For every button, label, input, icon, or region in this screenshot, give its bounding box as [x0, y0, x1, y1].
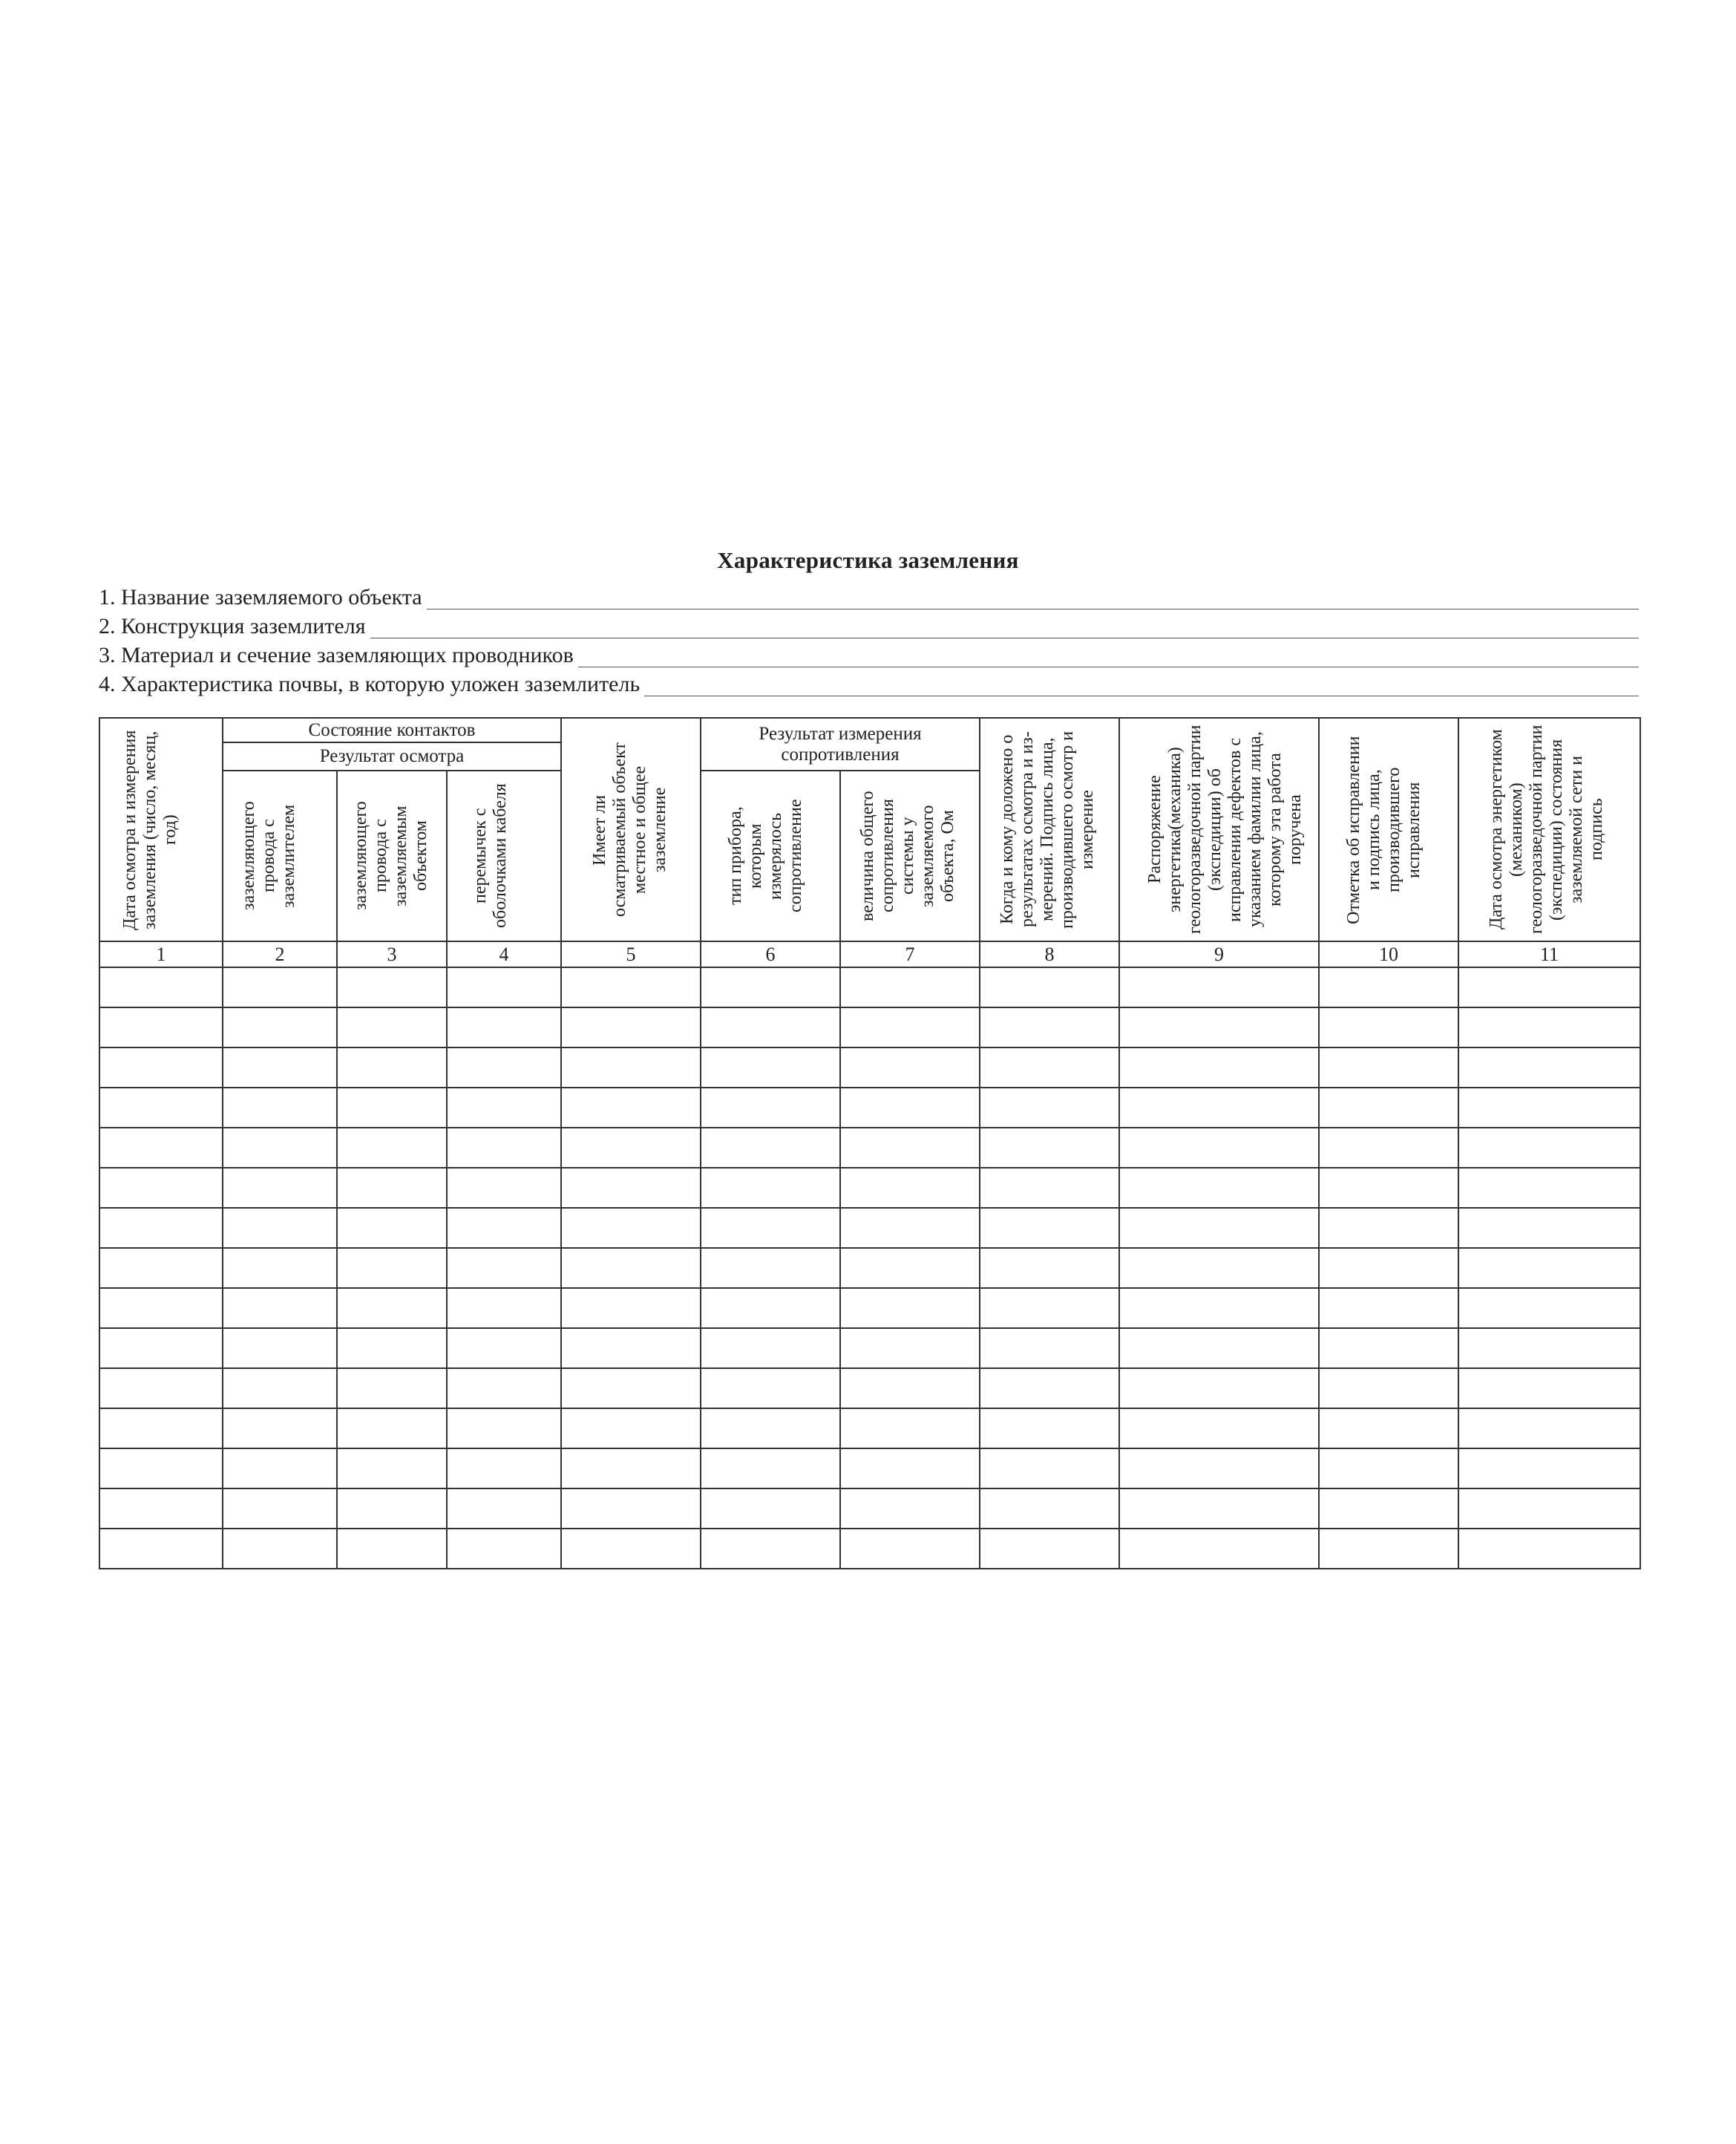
column-number: 10 — [1319, 941, 1458, 967]
fill-line[interactable] — [427, 589, 1639, 609]
table-cell[interactable] — [701, 1408, 840, 1448]
field-soil-characteristic — [99, 670, 1639, 696]
table-cell[interactable] — [1458, 1288, 1640, 1328]
header-col-5: Имеет ли осматриваемый объект местное и общее заземление — [561, 718, 701, 941]
field-object-name — [99, 583, 1639, 609]
table-cell[interactable] — [1458, 1007, 1640, 1048]
table-row — [99, 1007, 1640, 1048]
table-cell[interactable] — [447, 1248, 561, 1288]
table-cell[interactable] — [1458, 1488, 1640, 1529]
field-label: 4. Характеристика почвы, в которую уложен заземлитель — [99, 672, 641, 696]
table-cell[interactable] — [1319, 1048, 1458, 1088]
table-cell[interactable] — [1319, 967, 1458, 1007]
table-cell[interactable] — [701, 1007, 840, 1048]
table-cell[interactable] — [1458, 1448, 1640, 1488]
table-cell[interactable] — [1119, 1328, 1319, 1368]
table-cell[interactable] — [223, 1408, 337, 1448]
table-cell[interactable] — [1458, 1048, 1640, 1088]
table-cell[interactable] — [447, 967, 561, 1007]
table-cell[interactable] — [447, 1529, 561, 1569]
table-cell[interactable] — [980, 1488, 1119, 1529]
column-number: 3 — [337, 941, 447, 967]
table-cell[interactable] — [840, 1088, 980, 1128]
table-cell[interactable] — [447, 1088, 561, 1128]
table-cell[interactable] — [223, 1007, 337, 1048]
table-cell[interactable] — [561, 1248, 701, 1288]
table-cell[interactable] — [99, 1368, 223, 1408]
table-cell[interactable] — [701, 1368, 840, 1408]
table-row — [99, 1168, 1640, 1208]
table-cell[interactable] — [223, 1168, 337, 1208]
table-cell[interactable] — [337, 1248, 447, 1288]
table-cell[interactable] — [840, 1488, 980, 1529]
table-cell[interactable] — [1458, 1328, 1640, 1368]
table-cell[interactable] — [701, 1288, 840, 1328]
fill-line[interactable] — [370, 618, 1640, 638]
table-cell[interactable] — [980, 1007, 1119, 1048]
table-row — [99, 1288, 1640, 1328]
table-cell[interactable] — [337, 1088, 447, 1128]
table-cell[interactable] — [1119, 1488, 1319, 1529]
table-cell[interactable] — [561, 1208, 701, 1248]
header-col-10: Отметка об исправлении и подпись лица, производившего исправления — [1319, 718, 1458, 941]
table-cell[interactable] — [1458, 967, 1640, 1007]
table-cell[interactable] — [1458, 1408, 1640, 1448]
grounding-log-table — [99, 717, 1641, 1569]
table-cell[interactable] — [447, 1328, 561, 1368]
column-number: 2 — [223, 941, 337, 967]
table-cell[interactable] — [99, 1048, 223, 1088]
header-group-inspection: Результат осмотра — [223, 742, 561, 771]
field-label: 2. Конструкция заземлителя — [99, 614, 366, 638]
table-cell[interactable] — [223, 1368, 337, 1408]
table-cell[interactable] — [1319, 1529, 1458, 1569]
table-cell[interactable] — [337, 967, 447, 1007]
table-cell[interactable] — [980, 1529, 1119, 1569]
table-cell[interactable] — [840, 1288, 980, 1328]
column-numbers-row — [99, 941, 1640, 967]
table-cell[interactable] — [1458, 1529, 1640, 1569]
table-cell[interactable] — [701, 1208, 840, 1248]
column-number: 1 — [99, 941, 223, 967]
header-col-6: тип прибора, которым измерялось сопротивление — [701, 771, 840, 941]
table-cell[interactable] — [337, 1328, 447, 1368]
table-cell[interactable] — [561, 1048, 701, 1088]
table-cell[interactable] — [223, 1128, 337, 1168]
table-cell[interactable] — [447, 1488, 561, 1529]
table-cell[interactable] — [223, 1529, 337, 1569]
table-cell[interactable] — [337, 1288, 447, 1328]
table-cell[interactable] — [223, 1088, 337, 1128]
table-cell[interactable] — [1119, 1088, 1319, 1128]
table-cell[interactable] — [1319, 1248, 1458, 1288]
table-cell[interactable] — [980, 1288, 1119, 1328]
table-cell[interactable] — [980, 1208, 1119, 1248]
table-cell[interactable] — [1319, 1128, 1458, 1168]
table-cell[interactable] — [1319, 1408, 1458, 1448]
table-cell[interactable] — [980, 1048, 1119, 1088]
table-cell[interactable] — [223, 1288, 337, 1328]
table-cell[interactable] — [561, 1128, 701, 1168]
table-cell[interactable] — [701, 1529, 840, 1569]
table-cell[interactable] — [840, 1007, 980, 1048]
field-label: 1. Название заземляемого объекта — [99, 585, 422, 609]
table-row — [99, 1529, 1640, 1569]
table-cell[interactable] — [1319, 1328, 1458, 1368]
fill-line[interactable] — [644, 676, 1639, 696]
table-cell[interactable] — [840, 1248, 980, 1288]
table-cell[interactable] — [447, 1448, 561, 1488]
header-col-11: Дата осмотра энергетиком (механиком) геологоразведочной партии (экспедиции) состояния заземляемой сети и подпись — [1458, 718, 1640, 941]
table-cell[interactable] — [447, 1408, 561, 1448]
table-cell[interactable] — [840, 1208, 980, 1248]
table-cell[interactable] — [1119, 1368, 1319, 1408]
table-cell[interactable] — [840, 1168, 980, 1208]
table-cell[interactable] — [840, 1408, 980, 1448]
table-cell[interactable] — [701, 1168, 840, 1208]
table-cell[interactable] — [1119, 1529, 1319, 1569]
table-cell[interactable] — [840, 1328, 980, 1368]
column-number: 9 — [1119, 941, 1319, 967]
table-cell[interactable] — [701, 1328, 840, 1368]
table-cell[interactable] — [701, 1048, 840, 1088]
table-cell[interactable] — [337, 1368, 447, 1408]
column-number: 7 — [840, 941, 980, 967]
table-cell[interactable] — [99, 1448, 223, 1488]
table-cell[interactable] — [99, 1007, 223, 1048]
table-cell[interactable] — [1319, 1488, 1458, 1529]
table-cell[interactable] — [561, 1448, 701, 1488]
table-cell[interactable] — [701, 1128, 840, 1168]
header-group-contacts: Состояние контактов — [223, 718, 561, 742]
table-cell[interactable] — [1119, 1448, 1319, 1488]
table-cell[interactable] — [337, 1007, 447, 1048]
table-row — [99, 1088, 1640, 1128]
table-row — [99, 1328, 1640, 1368]
table-row — [99, 1208, 1640, 1248]
table-cell[interactable] — [99, 1328, 223, 1368]
table-cell[interactable] — [980, 1368, 1119, 1408]
table-cell[interactable] — [1119, 1007, 1319, 1048]
column-number: 5 — [561, 941, 701, 967]
column-number: 11 — [1458, 941, 1640, 967]
table-cell[interactable] — [980, 1448, 1119, 1488]
table-cell[interactable] — [840, 1529, 980, 1569]
table-cell[interactable] — [840, 1368, 980, 1408]
fill-line[interactable] — [578, 647, 1639, 667]
table-row — [99, 1248, 1640, 1288]
table-row — [99, 1128, 1640, 1168]
table-cell[interactable] — [1319, 1448, 1458, 1488]
table-cell[interactable] — [980, 1408, 1119, 1448]
table-cell[interactable] — [561, 1408, 701, 1448]
table-row — [99, 1048, 1640, 1088]
table-cell[interactable] — [561, 967, 701, 1007]
table-cell[interactable] — [561, 1368, 701, 1408]
header-col-8: Когда и кому доложено о результатах осмотра и из-мерений. Подпись лица, производившего осмотр и измерение — [980, 718, 1119, 941]
table-cell[interactable] — [99, 1208, 223, 1248]
header-col-7: величина общего сопротивления системы у заземляемого объекта, Ом — [840, 771, 980, 941]
table-cell[interactable] — [561, 1328, 701, 1368]
table-cell[interactable] — [980, 1248, 1119, 1288]
table-cell[interactable] — [1319, 1088, 1458, 1128]
table-cell[interactable] — [701, 1088, 840, 1128]
table-cell[interactable] — [99, 1128, 223, 1168]
table-cell[interactable] — [840, 1048, 980, 1088]
table-cell[interactable] — [840, 1448, 980, 1488]
page-title: Характеристика заземления — [717, 547, 1019, 573]
table-cell[interactable] — [447, 1048, 561, 1088]
field-conductor-material — [99, 641, 1639, 667]
table-cell[interactable] — [840, 1128, 980, 1168]
table-cell[interactable] — [447, 1128, 561, 1168]
table-cell[interactable] — [561, 1088, 701, 1128]
header-col-4: перемычек с оболочками кабеля — [447, 771, 561, 941]
table-cell[interactable] — [223, 1448, 337, 1488]
table-cell[interactable] — [447, 1208, 561, 1248]
table-cell[interactable] — [1319, 1007, 1458, 1048]
table-cell[interactable] — [99, 1248, 223, 1288]
table-cell[interactable] — [223, 967, 337, 1007]
header-col-2: заземляющего провода с заземлителем — [223, 771, 337, 941]
table-cell[interactable] — [99, 1529, 223, 1569]
table-cell[interactable] — [561, 1168, 701, 1208]
table-cell[interactable] — [1458, 1168, 1640, 1208]
column-number: 6 — [701, 941, 840, 967]
table-cell[interactable] — [1458, 1128, 1640, 1168]
table-cell[interactable] — [447, 1007, 561, 1048]
table-cell[interactable] — [99, 1288, 223, 1328]
table-cell[interactable] — [1119, 1408, 1319, 1448]
table-cell[interactable] — [980, 1168, 1119, 1208]
table-cell[interactable] — [561, 1007, 701, 1048]
table-cell[interactable] — [447, 1368, 561, 1408]
table-cell[interactable] — [1119, 1248, 1319, 1288]
table-cell[interactable] — [223, 1248, 337, 1288]
table-row — [99, 967, 1640, 1007]
table-cell[interactable] — [980, 1328, 1119, 1368]
table-cell[interactable] — [337, 1128, 447, 1168]
table-cell[interactable] — [1458, 1248, 1640, 1288]
table-cell[interactable] — [561, 1288, 701, 1328]
table-cell[interactable] — [223, 1208, 337, 1248]
table-row — [99, 1408, 1640, 1448]
header-col-1: Дата осмотра и измерения заземления (число, месяц, год) — [99, 718, 223, 941]
table-cell[interactable] — [99, 1488, 223, 1529]
table-cell[interactable] — [223, 1048, 337, 1088]
header-col-3: заземляющего провода с заземляемым объектом — [337, 771, 447, 941]
table-cell[interactable] — [337, 1529, 447, 1569]
table-cell[interactable] — [1458, 1368, 1640, 1408]
table-row — [99, 1488, 1640, 1529]
table-cell[interactable] — [980, 1128, 1119, 1168]
table-cell[interactable] — [1119, 967, 1319, 1007]
table-cell[interactable] — [980, 967, 1119, 1007]
table-cell[interactable] — [561, 1529, 701, 1569]
table-cell[interactable] — [561, 1488, 701, 1529]
table-cell[interactable] — [447, 1288, 561, 1328]
table-cell[interactable] — [980, 1088, 1119, 1128]
table-cell[interactable] — [337, 1408, 447, 1448]
table-cell[interactable] — [1458, 1208, 1640, 1248]
table-cell[interactable] — [1458, 1088, 1640, 1128]
table-cell[interactable] — [1119, 1208, 1319, 1248]
table-cell[interactable] — [1319, 1288, 1458, 1328]
header-group-measurement: Результат измерения сопротивления — [701, 718, 980, 771]
table-cell[interactable] — [701, 1488, 840, 1529]
table-cell[interactable] — [337, 1168, 447, 1208]
column-number: 8 — [980, 941, 1119, 967]
table-cell[interactable] — [99, 1168, 223, 1208]
table-cell[interactable] — [337, 1208, 447, 1248]
table-cell[interactable] — [1119, 1288, 1319, 1328]
table-cell[interactable] — [1119, 1048, 1319, 1088]
table-row — [99, 1368, 1640, 1408]
field-label: 3. Материал и сечение заземляющих проводников — [99, 643, 574, 667]
table-cell[interactable] — [99, 1088, 223, 1128]
header-col-9: Распоряжение энергетика(механика) геологоразведочной партии (экспедиции) об исправлении дефектов с указанием фамилии лица, которому эта работа поручена — [1119, 718, 1319, 941]
column-number: 4 — [447, 941, 561, 967]
table-cell[interactable] — [99, 967, 223, 1007]
table-cell[interactable] — [447, 1168, 561, 1208]
table-cell[interactable] — [337, 1448, 447, 1488]
table-cell[interactable] — [1119, 1168, 1319, 1208]
table-cell[interactable] — [223, 1488, 337, 1529]
table-cell[interactable] — [99, 1408, 223, 1448]
table-cell[interactable] — [1319, 1168, 1458, 1208]
table-cell[interactable] — [1119, 1128, 1319, 1168]
table-row — [99, 1448, 1640, 1488]
table-cell[interactable] — [337, 1048, 447, 1088]
table-cell[interactable] — [701, 1448, 840, 1488]
table-cell[interactable] — [1319, 1368, 1458, 1408]
table-cell[interactable] — [1319, 1208, 1458, 1248]
table-cell[interactable] — [840, 967, 980, 1007]
table-cell[interactable] — [701, 1248, 840, 1288]
table-cell[interactable] — [337, 1488, 447, 1529]
table-cell[interactable] — [701, 967, 840, 1007]
table-cell[interactable] — [223, 1328, 337, 1368]
field-grounding-construction — [99, 612, 1639, 638]
